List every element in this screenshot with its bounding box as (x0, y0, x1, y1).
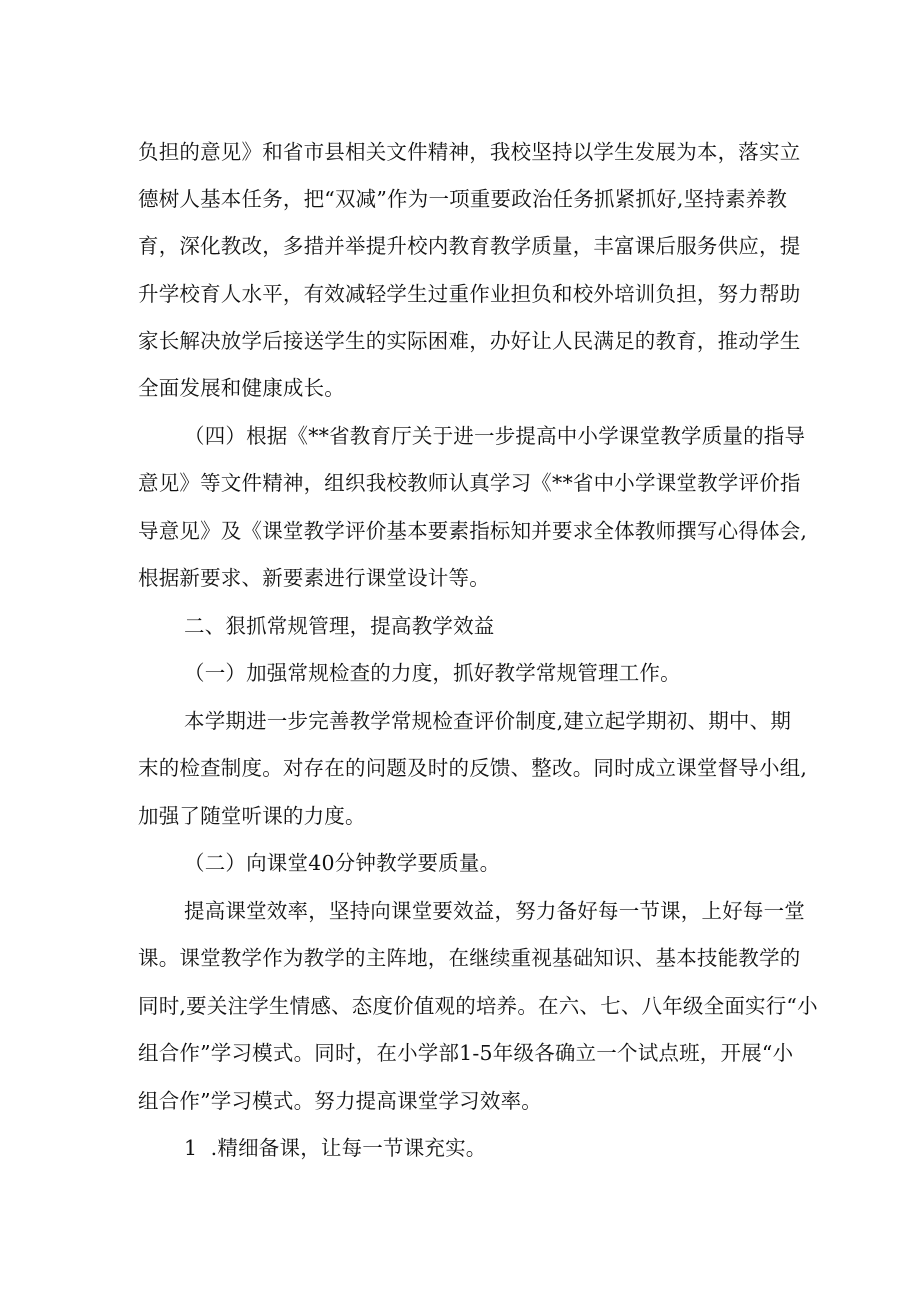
paragraph-1-line-2: 德树人基本任务，把“双减”作为一项重要政治任务抓紧抓好,坚持素养教 (138, 187, 788, 211)
paragraph-4-line-1: 提高课堂效率，坚持向课堂要效益，努力备好每一节课，上好每一堂 (184, 899, 805, 923)
paragraph-1-line-1: 负担的意见》和省市县相关文件精神，我校坚持以学生发展为本，落实立 (138, 140, 801, 164)
subheading-2: （二）向课堂40分钟教学要质量。 (184, 851, 501, 875)
paragraph-4-line-3: 同时,要关注学生情感、态度价值观的培养。在六、七、八年级全面实行“小 (138, 994, 818, 1018)
paragraph-2-line-4: 根据新要求、新要素进行课堂设计等。 (138, 566, 490, 590)
paragraph-1-line-4: 升学校育人水平，有效减轻学生过重作业担负和校外培训负担，努力帮助 (138, 282, 801, 306)
paragraph-3-line-1: 本学期进一步完善教学常规检查评价制度,建立起学期初、期中、期 (184, 709, 792, 733)
paragraph-3-line-2: 末的检查制度。对存在的问题及时的反馈、整改。同时成立课堂督导小组, (138, 756, 808, 780)
paragraph-3-line-3: 加强了随堂听课的力度。 (138, 804, 366, 828)
paragraph-1-line-3: 育，深化教改，多措并举提升校内教育教学质量，丰富课后服务供应，提 (138, 234, 801, 258)
paragraph-2-line-2: 意见》等文件精神，组织我校教师认真学习《**省中小学课堂教学评价指 (138, 471, 801, 495)
paragraph-2-line-3: 导意见》及《课堂教学评价基本要素指标知并要求全体教师撰写心得体会, (138, 519, 808, 543)
paragraph-1-line-6: 全面发展和健康成长。 (138, 376, 345, 400)
paragraph-4-line-5: 组合作”学习模式。努力提高课堂学习效率。 (138, 1089, 542, 1113)
paragraph-4-line-4: 组合作”学习模式。同时，在小学部1-5年级各确立一个试点班，开展“小 (138, 1041, 794, 1065)
paragraph-1-line-5: 家长解决放学后接送学生的实际困难，办好让人民满足的教育，推动学生 (138, 329, 801, 353)
list-item-1: 1 .精细备课，让每一节课充实。 (184, 1136, 487, 1160)
paragraph-4-line-2: 课。课堂教学作为教学的主阵地，在继续重视基础知识、基本技能教学的 (138, 946, 801, 970)
subheading-1: （一）加强常规检查的力度，抓好教学常规管理工作。 (184, 661, 681, 685)
paragraph-2-line-1: （四）根据《**省教育厅关于进一步提高中小学课堂教学质量的指导 (184, 424, 806, 448)
section-heading-2: 二、狠抓常规管理，提高教学效益 (184, 614, 495, 638)
